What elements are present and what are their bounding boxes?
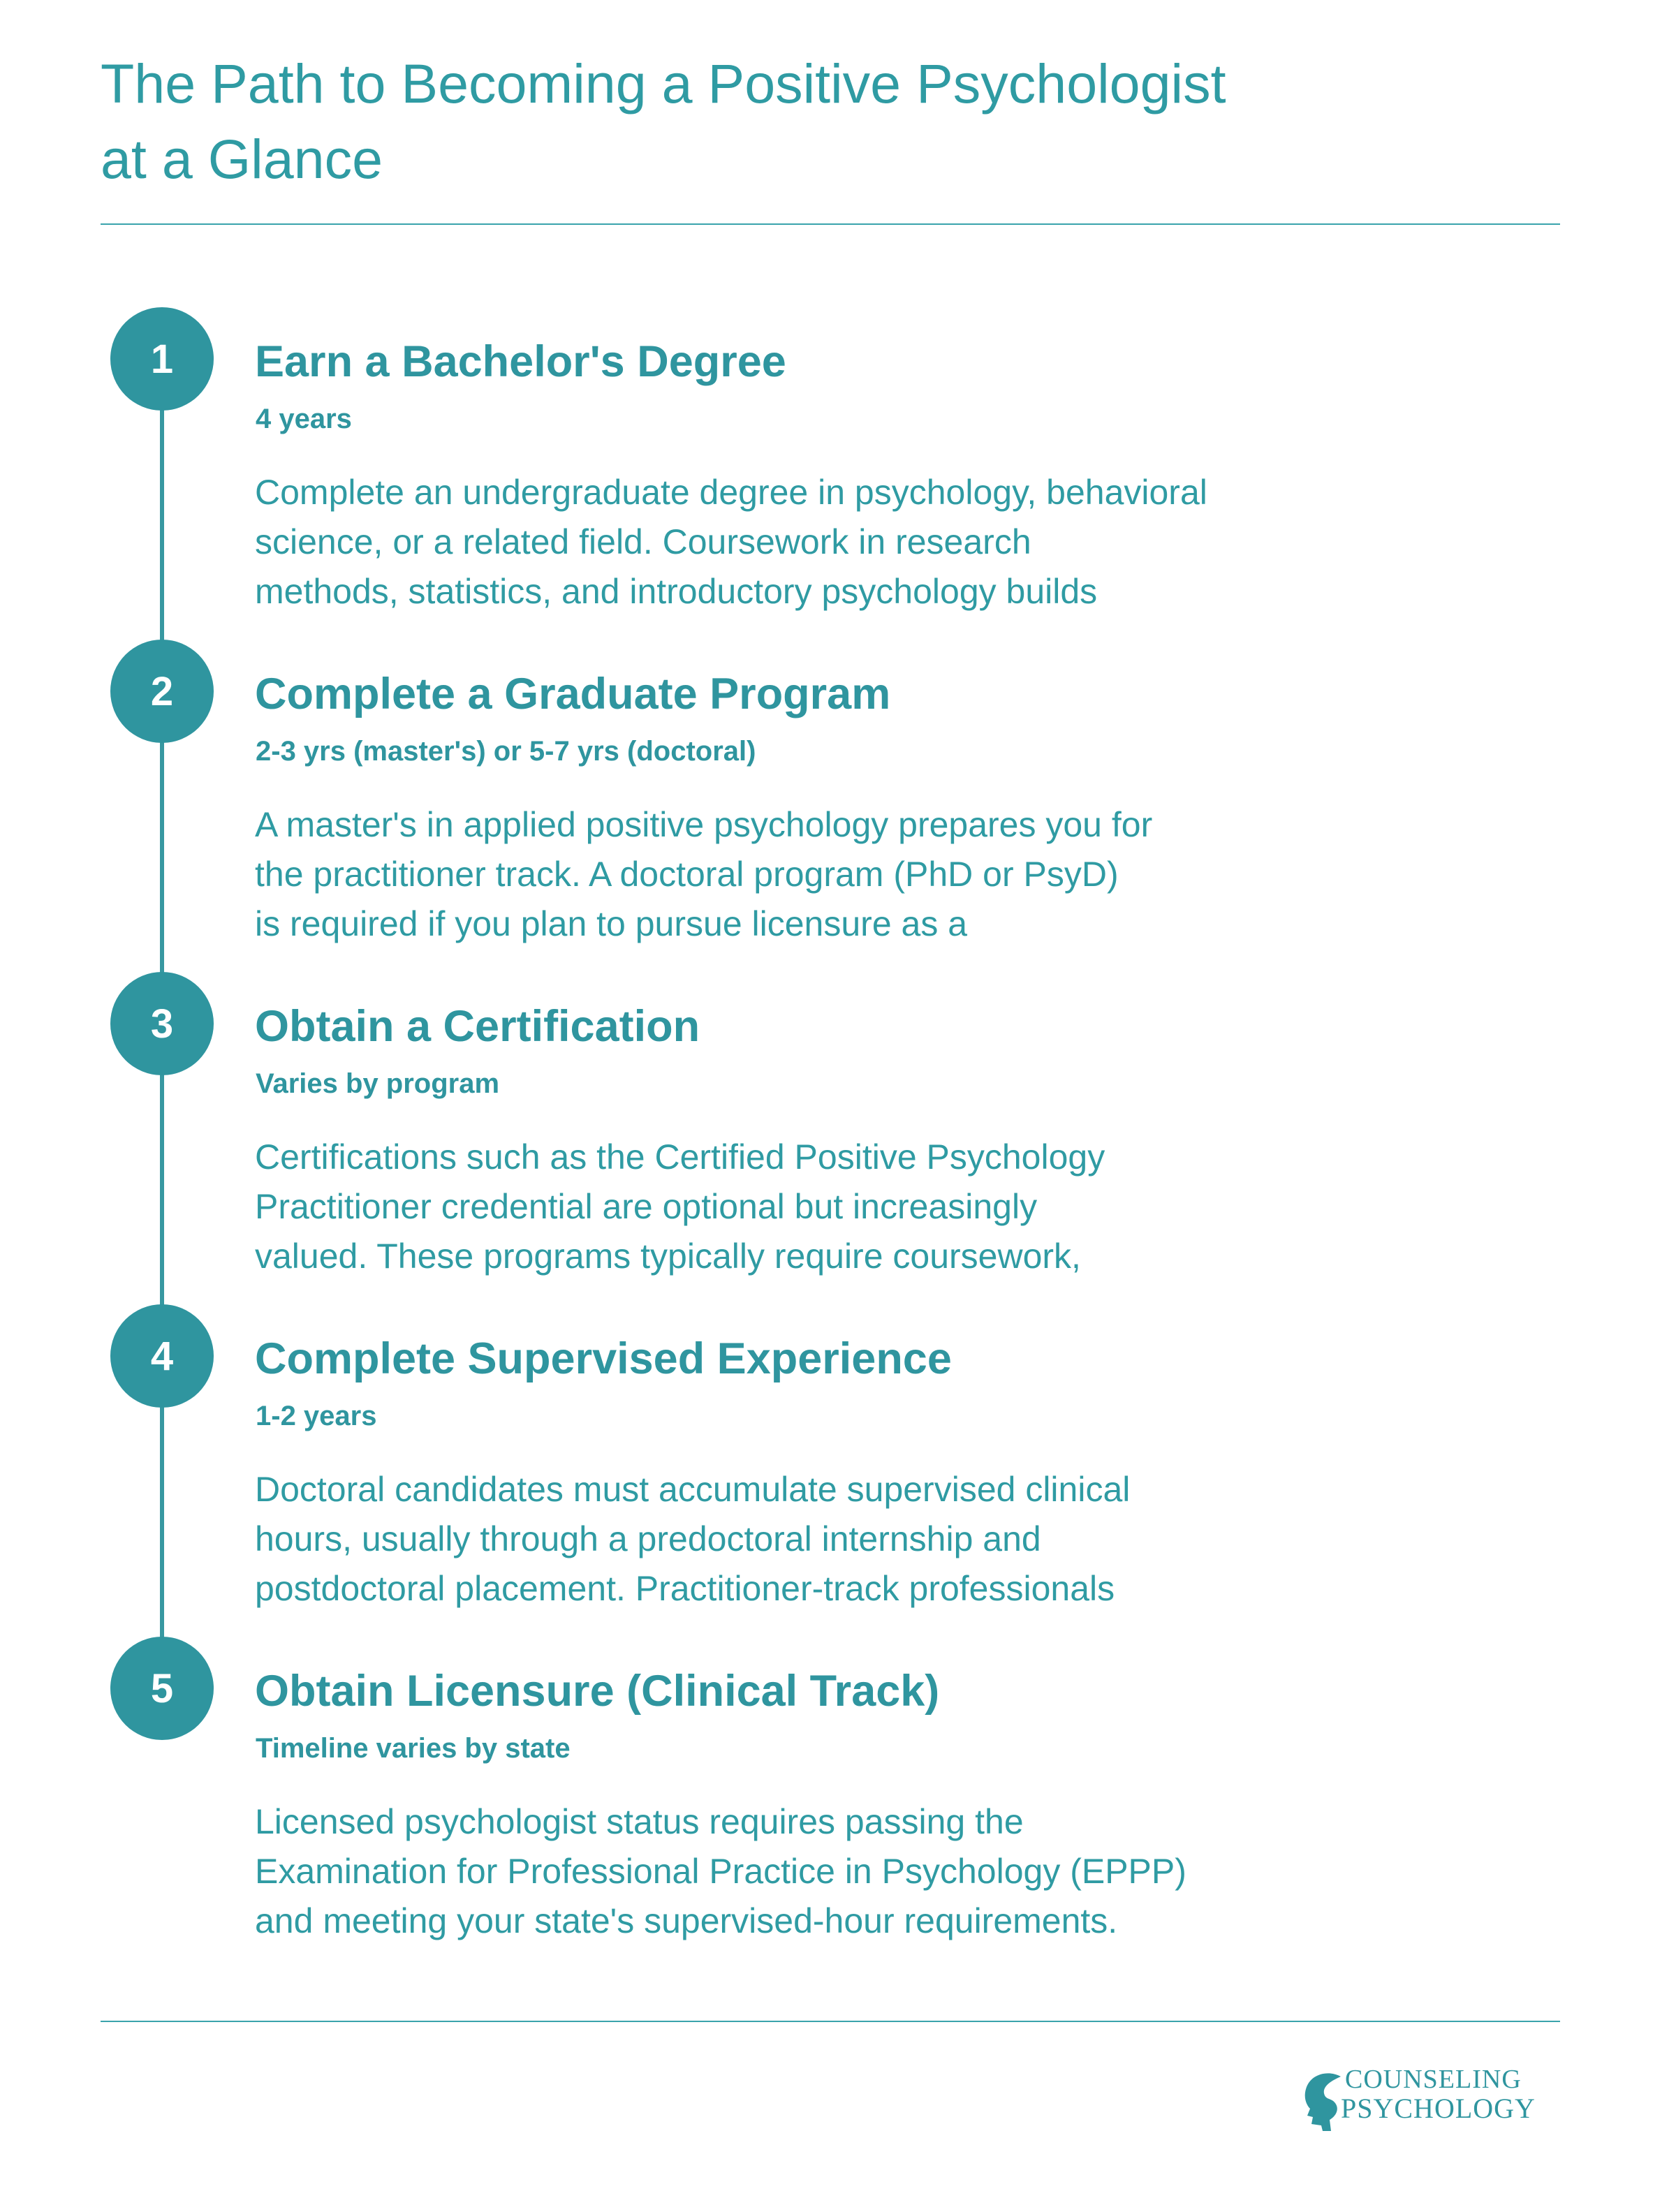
step-description-line: Examination for Professional Practice in Psychology (EPPP) <box>255 1852 1186 1891</box>
step-title: Complete a Graduate Program <box>255 670 891 718</box>
step-description <box>255 1133 1372 1281</box>
step-duration: 2-3 yrs (master's) or 5-7 yrs (doctoral) <box>256 736 756 767</box>
logo-text-line1: COUNSELING <box>1345 2065 1522 2094</box>
step-duration: 1-2 years <box>256 1401 377 1431</box>
step-description-line: Certifications such as the Certified Positive Psychology <box>255 1137 1105 1177</box>
step-description-line: valued. These programs typically require coursework, <box>255 1237 1081 1276</box>
step-description-line: and meeting your state's supervised-hour requirements. <box>255 1901 1118 1940</box>
step-duration: 4 years <box>256 404 352 434</box>
step-description-line: science, or a related field. Coursework in research <box>255 522 1031 561</box>
step-description <box>255 468 1372 617</box>
step-number-badge: 3 <box>110 972 214 1075</box>
step-number-badge: 2 <box>110 640 214 743</box>
page-title: The Path to Becoming a Positive Psychologist at a Glance <box>101 52 1226 190</box>
step-description-line: postdoctoral placement. Practitioner-track professionals <box>255 1569 1115 1608</box>
step-number-badge: 4 <box>110 1304 214 1408</box>
logo-text-line2: PSYCHOLOGY <box>1341 2093 1536 2124</box>
step-description-line: Licensed psychologist status requires passing the <box>255 1802 1024 1841</box>
step-description-line: Doctoral candidates must accumulate supervised clinical <box>255 1470 1131 1509</box>
step-description-line: hours, usually through a predoctoral internship and <box>255 1519 1041 1558</box>
step-description <box>255 1465 1372 1614</box>
step-number-badge: 1 <box>110 307 214 411</box>
counseling-psychology-logo <box>1300 2064 1552 2134</box>
step-description-line: methods, statistics, and introductory psychology builds <box>255 572 1098 611</box>
top-divider <box>101 223 1560 225</box>
step-duration: Varies by program <box>256 1068 500 1099</box>
step-description-line: A master's in applied positive psychology prepares you for <box>255 805 1153 844</box>
step-title: Obtain Licensure (Clinical Track) <box>255 1667 940 1716</box>
step-title: Complete Supervised Experience <box>255 1334 952 1383</box>
step-description <box>255 1797 1372 1946</box>
step-duration: Timeline varies by state <box>256 1733 571 1764</box>
step-description <box>255 800 1372 949</box>
step-description-line: Practitioner credential are optional but increasingly <box>255 1187 1038 1226</box>
step-description-line: the practitioner track. A doctoral program (PhD or PsyD) <box>255 855 1119 894</box>
step-title: Obtain a Certification <box>255 1002 700 1051</box>
step-description-line: is required if you plan to pursue licensure as a <box>255 904 968 943</box>
step-description-line: Complete an undergraduate degree in psychology, behavioral <box>255 473 1207 512</box>
step-title: Earn a Bachelor's Degree <box>255 337 786 386</box>
bottom-divider <box>101 2021 1560 2022</box>
step-number-badge: 5 <box>110 1637 214 1740</box>
